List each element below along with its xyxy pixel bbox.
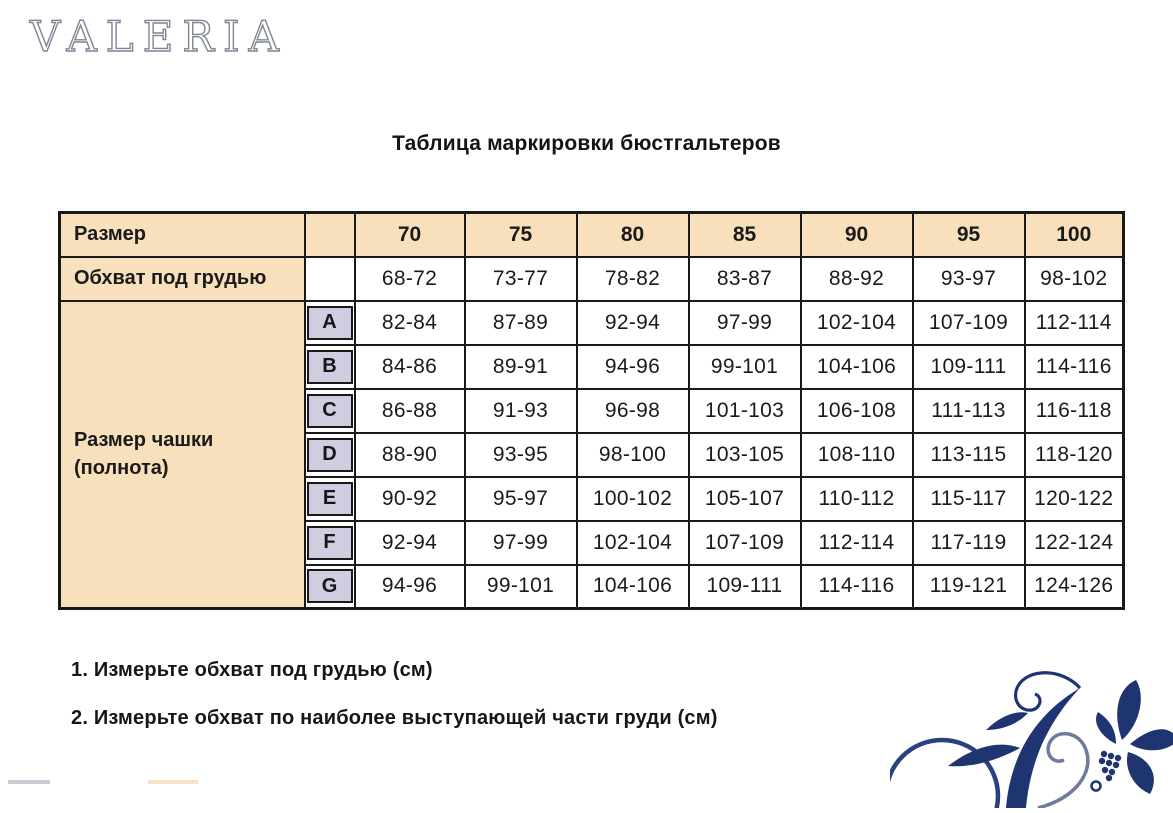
- cup-letter: E: [307, 482, 353, 516]
- brand-logo-svg: [28, 10, 328, 64]
- cup-value-cell: 87-89: [465, 301, 577, 345]
- cup-value-cell: 114-116: [801, 565, 913, 609]
- size-row-label: Размер: [60, 213, 305, 257]
- cup-value-cell: 109-111: [913, 345, 1025, 389]
- cup-value-cell: 107-109: [913, 301, 1025, 345]
- cup-value-cell: 102-104: [577, 521, 689, 565]
- floral-ornament-svg: [890, 668, 1173, 808]
- size-header-cell: 75: [465, 213, 577, 257]
- underbust-value-cell: 88-92: [801, 257, 913, 301]
- underbust-row-label: Обхват под грудью: [60, 257, 305, 301]
- cup-value-cell: 82-84: [355, 301, 465, 345]
- cup-size-label: [60, 301, 305, 609]
- cup-size-label-line1: Размер чашки: [74, 429, 214, 452]
- cup-value-cell: 104-106: [577, 565, 689, 609]
- instructions: [71, 659, 718, 755]
- underbust-value-cell: 68-72: [355, 257, 465, 301]
- cup-value-cell: 110-112: [801, 477, 913, 521]
- underbust-value-cell: 73-77: [465, 257, 577, 301]
- cutoff-sliver-peach: [148, 780, 198, 784]
- size-row-spacer-cell: [305, 213, 355, 257]
- underbust-spacer-cell: [305, 257, 355, 301]
- cup-value-cell: 90-92: [355, 477, 465, 521]
- cup-letter: C: [307, 394, 353, 428]
- cup-value-cell: 98-100: [577, 433, 689, 477]
- cup-value-cell: 105-107: [689, 477, 801, 521]
- cup-value-cell: 97-99: [689, 301, 801, 345]
- cup-value-cell: 95-97: [465, 477, 577, 521]
- brand-logo: [28, 10, 328, 69]
- cup-value-cell: 109-111: [689, 565, 801, 609]
- cup-value-cell: 93-95: [465, 433, 577, 477]
- cup-value-cell: 111-113: [913, 389, 1025, 433]
- size-header-cell: 85: [689, 213, 801, 257]
- instruction-1: 1. Измерьте обхват под грудью (см): [71, 659, 433, 681]
- cup-value-cell: 124-126: [1025, 565, 1124, 609]
- cup-value-cell: 120-122: [1025, 477, 1124, 521]
- cup-value-cell: 94-96: [577, 345, 689, 389]
- cup-value-cell: 116-118: [1025, 389, 1124, 433]
- table-row-size: [60, 213, 1124, 257]
- cup-size-label-line2: (полнота): [74, 457, 169, 480]
- cup-value-cell: 91-93: [465, 389, 577, 433]
- size-header-cell: 90: [801, 213, 913, 257]
- cup-letter-cell: [305, 301, 355, 345]
- cup-value-cell: 97-99: [465, 521, 577, 565]
- size-table: [58, 211, 1125, 610]
- cup-value-cell: 89-91: [465, 345, 577, 389]
- cup-value-cell: 112-114: [801, 521, 913, 565]
- cup-value-cell: 106-108: [801, 389, 913, 433]
- cup-value-cell: 115-117: [913, 477, 1025, 521]
- cup-value-cell: 101-103: [689, 389, 801, 433]
- cup-letter-cell: [305, 477, 355, 521]
- size-header-cell: 95: [913, 213, 1025, 257]
- cup-value-cell: 96-98: [577, 389, 689, 433]
- page-title: Таблица маркировки бюстгальтеров: [392, 132, 781, 155]
- cup-letter-cell: [305, 389, 355, 433]
- underbust-value-cell: 83-87: [689, 257, 801, 301]
- cup-value-cell: 118-120: [1025, 433, 1124, 477]
- floral-swirl-ornament-icon: [890, 668, 1173, 808]
- cup-letter-cell: [305, 565, 355, 609]
- cup-letter-cell: [305, 521, 355, 565]
- cup-letter-cell: [305, 345, 355, 389]
- cutoff-sliver-left: [8, 780, 50, 784]
- size-header-cell: 70: [355, 213, 465, 257]
- table-row-cup: [60, 301, 1124, 345]
- cup-value-cell: 92-94: [355, 521, 465, 565]
- cup-value-cell: 92-94: [577, 301, 689, 345]
- cup-value-cell: 112-114: [1025, 301, 1124, 345]
- cup-value-cell: 88-90: [355, 433, 465, 477]
- cup-value-cell: 122-124: [1025, 521, 1124, 565]
- size-table-container: [58, 211, 1125, 610]
- cup-letter: G: [307, 569, 353, 603]
- table-row-underbust: [60, 257, 1124, 301]
- cup-value-cell: 84-86: [355, 345, 465, 389]
- cup-value-cell: 113-115: [913, 433, 1025, 477]
- underbust-value-cell: 93-97: [913, 257, 1025, 301]
- cup-letter: A: [307, 306, 353, 340]
- cup-value-cell: 102-104: [801, 301, 913, 345]
- cup-value-cell: 117-119: [913, 521, 1025, 565]
- instruction-2: 2. Измерьте обхват по наиболее выступающей части груди (см): [71, 707, 718, 729]
- brand-logo-text: VALERIA: [30, 12, 288, 61]
- cup-value-cell: 99-101: [689, 345, 801, 389]
- size-header-cell: 100: [1025, 213, 1124, 257]
- cup-value-cell: 100-102: [577, 477, 689, 521]
- cup-value-cell: 104-106: [801, 345, 913, 389]
- cup-letter: D: [307, 438, 353, 472]
- cup-letter-cell: [305, 433, 355, 477]
- underbust-value-cell: 78-82: [577, 257, 689, 301]
- cup-value-cell: 119-121: [913, 565, 1025, 609]
- underbust-value-cell: 98-102: [1025, 257, 1124, 301]
- cup-letter: F: [307, 526, 353, 560]
- cup-value-cell: 107-109: [689, 521, 801, 565]
- cup-value-cell: 86-88: [355, 389, 465, 433]
- size-header-cell: 80: [577, 213, 689, 257]
- cup-value-cell: 103-105: [689, 433, 801, 477]
- cup-value-cell: 114-116: [1025, 345, 1124, 389]
- cup-letter: B: [307, 350, 353, 384]
- cup-value-cell: 99-101: [465, 565, 577, 609]
- cup-value-cell: 94-96: [355, 565, 465, 609]
- cup-value-cell: 108-110: [801, 433, 913, 477]
